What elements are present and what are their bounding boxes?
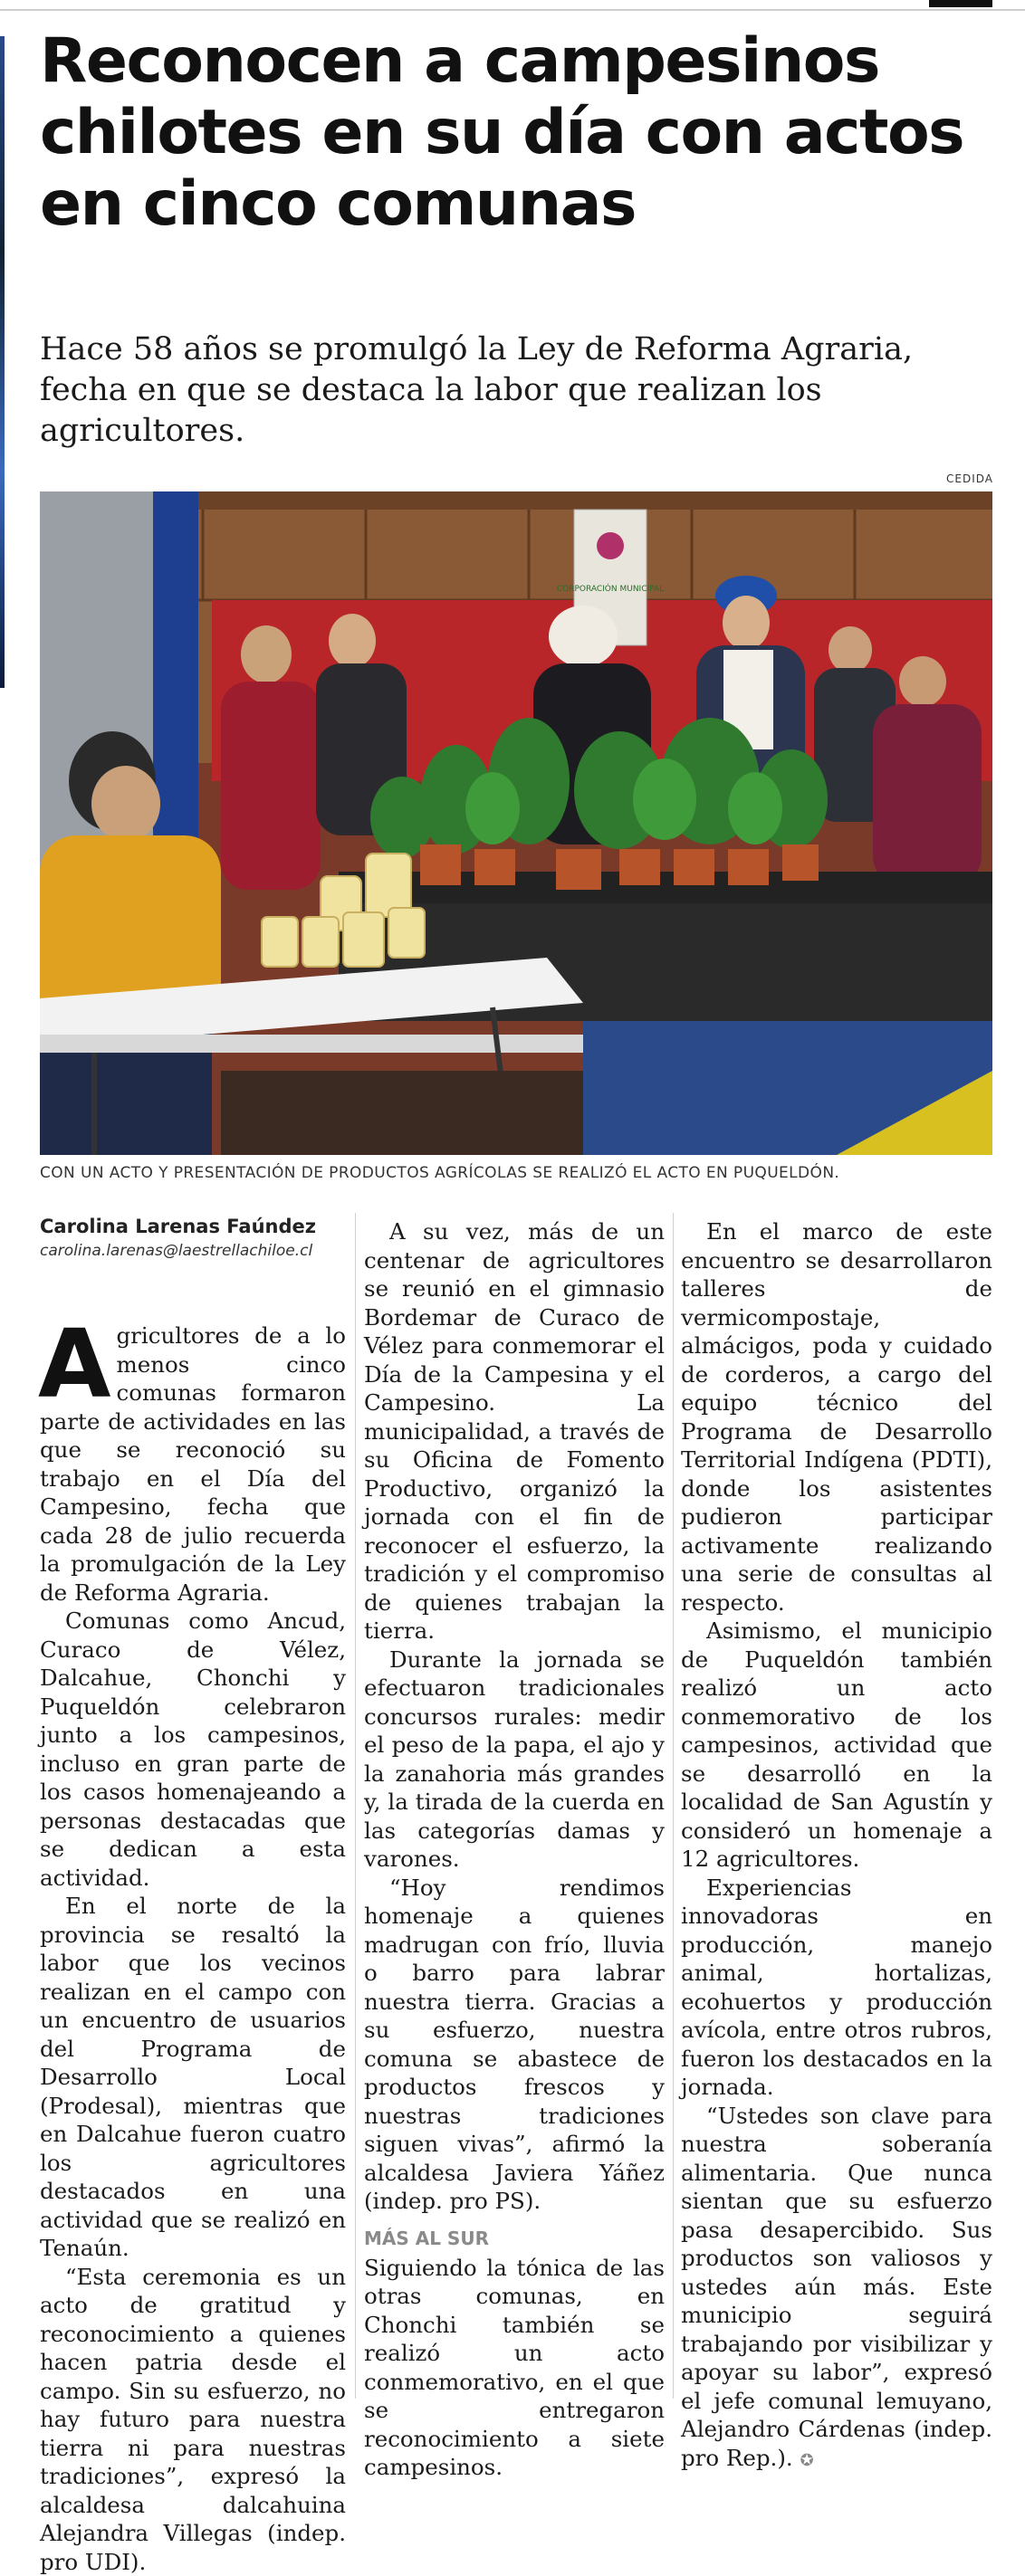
body-paragraph: Siguiendo la tónica de las otras comunas, en Chonchi también se realizó un acto conmemorativo, en el que se entregaron reconocimiento a siete campesinos.: [364, 2254, 665, 2482]
column-rule: [355, 1213, 356, 2399]
body-column-3: [681, 1217, 992, 2475]
column-rule: [673, 1213, 674, 2399]
top-bar-block: [929, 0, 992, 7]
subhead: MÁS AL SUR: [364, 2227, 665, 2250]
body-column-1: [40, 1321, 346, 2576]
drop-cap: A: [38, 1325, 111, 1403]
page-edge-strip: [0, 36, 5, 688]
body-paragraph: A su vez, más de un centenar de agricultores se reunió en el gimnasio Bordemar de Curaco de Vélez para conmemorar el Día de la Campesina y el Campesino. La municipalidad, a través de su Oficina de Fomento Productivo, organizó la jornada con el fin de reconocer el esfuerzo, la tradición y el compromiso de quienes trabajan la tierra.: [364, 1217, 665, 1646]
headline: Reconocen a campesinos chilotes en su día con actos en cinco comunas: [40, 25, 1000, 240]
body-paragraph: En el norte de la provincia se resaltó la labor que los vecinos realizan en el campo con un encuentro de usuarios del Programa de Desarrollo Local (Prodesal), mientras que en Dalcahue fueron cuatro los agricultores destacados en una actividad que se realizó en Tenaún.: [40, 1892, 346, 2263]
body-paragraph: Comunas como Ancud, Curaco de Vélez, Dalcahue, Chonchi y Puqueldón celebraron junto a los campesinos, incluso en gran parte de los casos homenajeando a personas destacadas que se dedican a esta actividad.: [40, 1607, 346, 1892]
body-paragraph: Agricultores de a lo menos cinco comunas formaron parte de actividades en las que se reconoció su trabajo en el Día del Campesino, fecha que cada 28 de julio recuerda la promulgación de la Ley de Reforma Agraria.: [40, 1321, 346, 1607]
byline-author: Carolina Larenas Faúndez: [40, 1216, 316, 1237]
body-paragraph: Durante la jornada se efectuaron tradicionales concursos rurales: medir el peso de la papa, el ajo y la zanahoria más grandes y, la tirada de la cuerda en las categorías damas y varones.: [364, 1646, 665, 1874]
body-paragraph: Asimismo, el municipio de Puqueldón también realizó un acto conmemorativo de los campesinos, actividad que se desarrolló en la localidad de San Agustín y consideró un homenaje a 12 agricultores.: [681, 1617, 992, 1874]
body-paragraph: “Hoy rendimos homenaje a quienes madrugan con frío, lluvia o barro para labrar nuestra tierra. Gracias a su esfuerzo, nuestra comuna se abastece de productos frescos y nuestras tradiciones siguen vivas”, afirmó la alcaldesa Javiera Yáñez (indep. pro PS).: [364, 1874, 665, 2216]
body-paragraph: En el marco de este encuentro se desarrollaron talleres de vermicompostaje, almácigos, poda y cuidado de corderos, a cargo del equipo técnico del Programa de Desarrollo Territorial Indígena (PDTI), donde los asistentes pudieron participar activamente realizando una serie de consultas al respecto.: [681, 1217, 992, 1617]
body-column-2: [364, 1217, 665, 2482]
svg-text:CORPORACIÓN MUNICIPAL: CORPORACIÓN MUNICIPAL: [557, 583, 664, 594]
article-photo: [40, 491, 992, 1155]
deck: Hace 58 años se promulgó la Ley de Reforma Agraria, fecha en que se destaca la labor que realizan los agricultores.: [40, 329, 982, 452]
end-mark-icon: ✪: [800, 2451, 814, 2470]
photo-caption: CON UN ACTO Y PRESENTACIÓN DE PRODUCTOS AGRÍCOLAS SE REALIZÓ EL ACTO EN PUQUELDÓN.: [40, 1164, 1000, 1182]
market-scene-illustration: [40, 491, 992, 1155]
top-bar: [0, 0, 1025, 11]
body-paragraph: “Esta ceremonia es un acto de gratitud y reconocimiento a quienes hacen patria desde el campo. Sin su esfuerzo, no hay futuro para nuestra tierra ni para nuestras tradiciones”, expresó la alcaldesa dalcahuina Alejandra Villegas (indep. pro UDI).: [40, 2263, 346, 2576]
photo-credit: CEDIDA: [946, 472, 993, 485]
body-paragraph: Experiencias innovadoras en producción, manejo animal, hortalizas, ecohuertos y producción avícola, entre otros rubros, fueron los destacados en la jornada.: [681, 1874, 992, 2102]
body-paragraph: “Ustedes son clave para nuestra soberanía alimentaria. Que nunca sientan que su esfuerzo pasa desapercibido. Sus productos son valiosos y ustedes aún más. Este municipio seguirá trabajando por visibilizar y apoyar su labor”, expresó el jefe comunal lemuyano, Alejandro Cárdenas (indep. pro Rep.). ✪: [681, 2102, 992, 2476]
byline-email[interactable]: carolina.larenas@laestrellachiloe.cl: [40, 1242, 312, 1260]
